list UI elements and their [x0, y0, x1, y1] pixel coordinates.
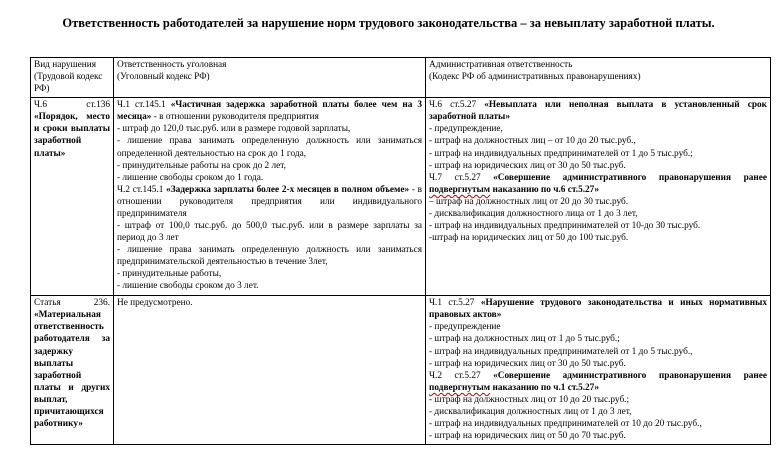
sanction-line: - штраф до 120,0 тыс.руб. или в размере годовой зарплаты, — [117, 124, 351, 135]
text-block — [429, 297, 767, 321]
sanction-line: -штраф на юридических лиц от 50 до 100 тыс.руб. — [429, 233, 629, 244]
text-block — [117, 297, 422, 309]
sanction-line: - дисквалификация должностного лица от 1 до 3 лет, — [429, 208, 638, 219]
sanction-line: - дисквалификация должностных лиц от 1 до 3 лет, — [429, 406, 632, 417]
violation-text — [34, 297, 110, 430]
sanction-line: – штраф на должностных лиц от 20 до 30 тыс.руб. — [429, 196, 629, 207]
clause-heading: наказанию по ч.6 ст.5.27» — [490, 184, 599, 195]
text-block — [117, 184, 422, 220]
sanction-line: - принудительные работы на срок до 2 лет, — [117, 160, 286, 171]
sanction-line: - штраф на должностных лиц от 1 до 5 тыс.руб.; — [429, 334, 620, 345]
cell-administrative-art236 — [426, 296, 771, 445]
clause-heading: «Совершение административного правонарушения ранее — [493, 370, 767, 381]
cell-administrative-art136 — [426, 98, 771, 296]
sanction-line: - штраф на должностных лиц – от 10 до 20 тыс.руб., — [429, 136, 636, 147]
table-row — [31, 296, 771, 445]
article-ref: Ч.6 ст.136 — [34, 100, 110, 111]
cell-criminal-art236 — [114, 296, 426, 445]
article-title: «Материальная ответственность работодателя за задержку выплаты заработной платы и других выплат, причитающихся работнику» — [34, 310, 110, 430]
sanction-line: - принудительные работы, — [117, 269, 222, 280]
sanction-line: - штраф на индивидуальных предпринимателей от 1 до 5 тыс.руб., — [429, 346, 693, 357]
header-violation-type — [31, 58, 114, 98]
sanction-line: - лишение свободы сроком до 3 лет. — [117, 281, 259, 292]
sanction-line: - предупреждение — [429, 322, 501, 333]
clause-tail: - в отношении руководителя предприятия — [151, 112, 319, 123]
sanction-line: - штраф на юридических лиц от 50 до 70 тыс.руб. — [429, 431, 626, 442]
liability-table — [30, 57, 771, 445]
clause-heading: «Невыплата или неполная выплата в установленный срок заработной платы» — [429, 100, 768, 123]
header-criminal-liability — [114, 58, 426, 98]
sanction-line: - лишение права занимать определенную должность или заниматься определенной деятельностью на срок до 1 года, — [117, 136, 422, 159]
clause-ref: Ч.6 ст.5.27 — [429, 100, 485, 111]
header-administrative-liability — [426, 58, 771, 98]
table-row — [31, 98, 771, 296]
clause-heading: наказанию по ч.1 ст.5.27» — [490, 382, 599, 393]
sanction-line: - штраф на индивидуальных предпринимателей от 10 до 20 тыс.руб., — [429, 419, 702, 430]
header-line: Административная ответственность — [429, 60, 573, 70]
clause-heading: «Задержка зарплаты более 2-х месяцев в полном объеме» — [166, 184, 410, 195]
header-line: (Кодекс РФ об административных правонарушениях) — [429, 72, 641, 83]
sanction-line: - штраф на юридических лиц от 30 до 50 тыс.руб. — [429, 358, 626, 369]
text-block — [429, 172, 767, 196]
clause-heading: «Совершение административного правонарушения ранее — [493, 172, 767, 183]
spellchecked-word: подвергнутым — [429, 184, 491, 195]
clause-ref: Ч.1 ст.5.27 — [429, 298, 481, 309]
sanction-line: - штраф на должностных лиц от 10 до 20 тыс.руб.; — [429, 394, 630, 405]
sanction-line: - лишение свободы сроком до 1 года. — [117, 172, 264, 183]
article-title: «Порядок, место и сроки выплаты заработной платы» — [34, 112, 110, 159]
cell-violation-art136 — [31, 98, 114, 296]
text-block — [429, 370, 767, 394]
header-line: (Уголовный кодекс РФ) — [117, 72, 210, 83]
clause-tail: - в отношении руководителя предприятия или индивидуального предпринимателя — [117, 184, 422, 219]
clause-ref: Ч.2 ст.5.27 — [429, 370, 494, 381]
clause-heading: «Нарушение трудового законодательства и иных нормативных правовых актов» — [429, 298, 768, 321]
sanction-line: - штраф на индивидуальных предпринимателей от 10-до 30 тыс.руб. — [429, 221, 701, 232]
header-line: Вид нарушения — [34, 60, 97, 70]
clause-ref: Ч.1 ст.145.1 — [117, 100, 171, 111]
sanction-line: - лишение права занимать определенную должность или заниматься предпринимательской деятельностью в течение 3лет, — [117, 245, 422, 268]
sanction-line: - штраф от 100,0 тыс.руб. до 500,0 тыс.руб. или в размере зарплаты за период до 3 лет — [117, 221, 422, 244]
sanction-line: - предупреждение, — [429, 124, 503, 135]
header-line: (Трудовой кодекс РФ) — [34, 72, 103, 95]
page-title: Ответственность работодателей за нарушение норм трудового законодательства – за невыплату заработной платы. — [62, 16, 715, 30]
article-ref: Статья 236. — [34, 298, 110, 309]
violation-text — [34, 99, 110, 159]
clause-ref: Ч.2 ст.145.1 — [117, 184, 167, 195]
cell-criminal-art136 — [114, 98, 426, 296]
spellchecked-word: подвергнутым — [429, 382, 491, 393]
header-line: Ответственность уголовная — [117, 60, 227, 70]
clause-ref: Не предусмотрено. — [117, 298, 193, 309]
text-block — [429, 99, 767, 123]
cell-violation-art236 — [31, 296, 114, 445]
header-row — [31, 58, 771, 98]
sanction-line: - штраф на индивидуальных предпринимателей от 1 до 5 тыс.руб.; — [429, 148, 693, 159]
clause-heading: «Частичная задержка заработной платы более чем на 3 месяца» — [117, 100, 422, 123]
text-block — [117, 99, 422, 123]
clause-ref: Ч.7 ст.5.27 — [429, 172, 494, 183]
sanction-line: - штраф на юридических лиц от 30 до 50 тыс.руб. — [429, 160, 626, 171]
